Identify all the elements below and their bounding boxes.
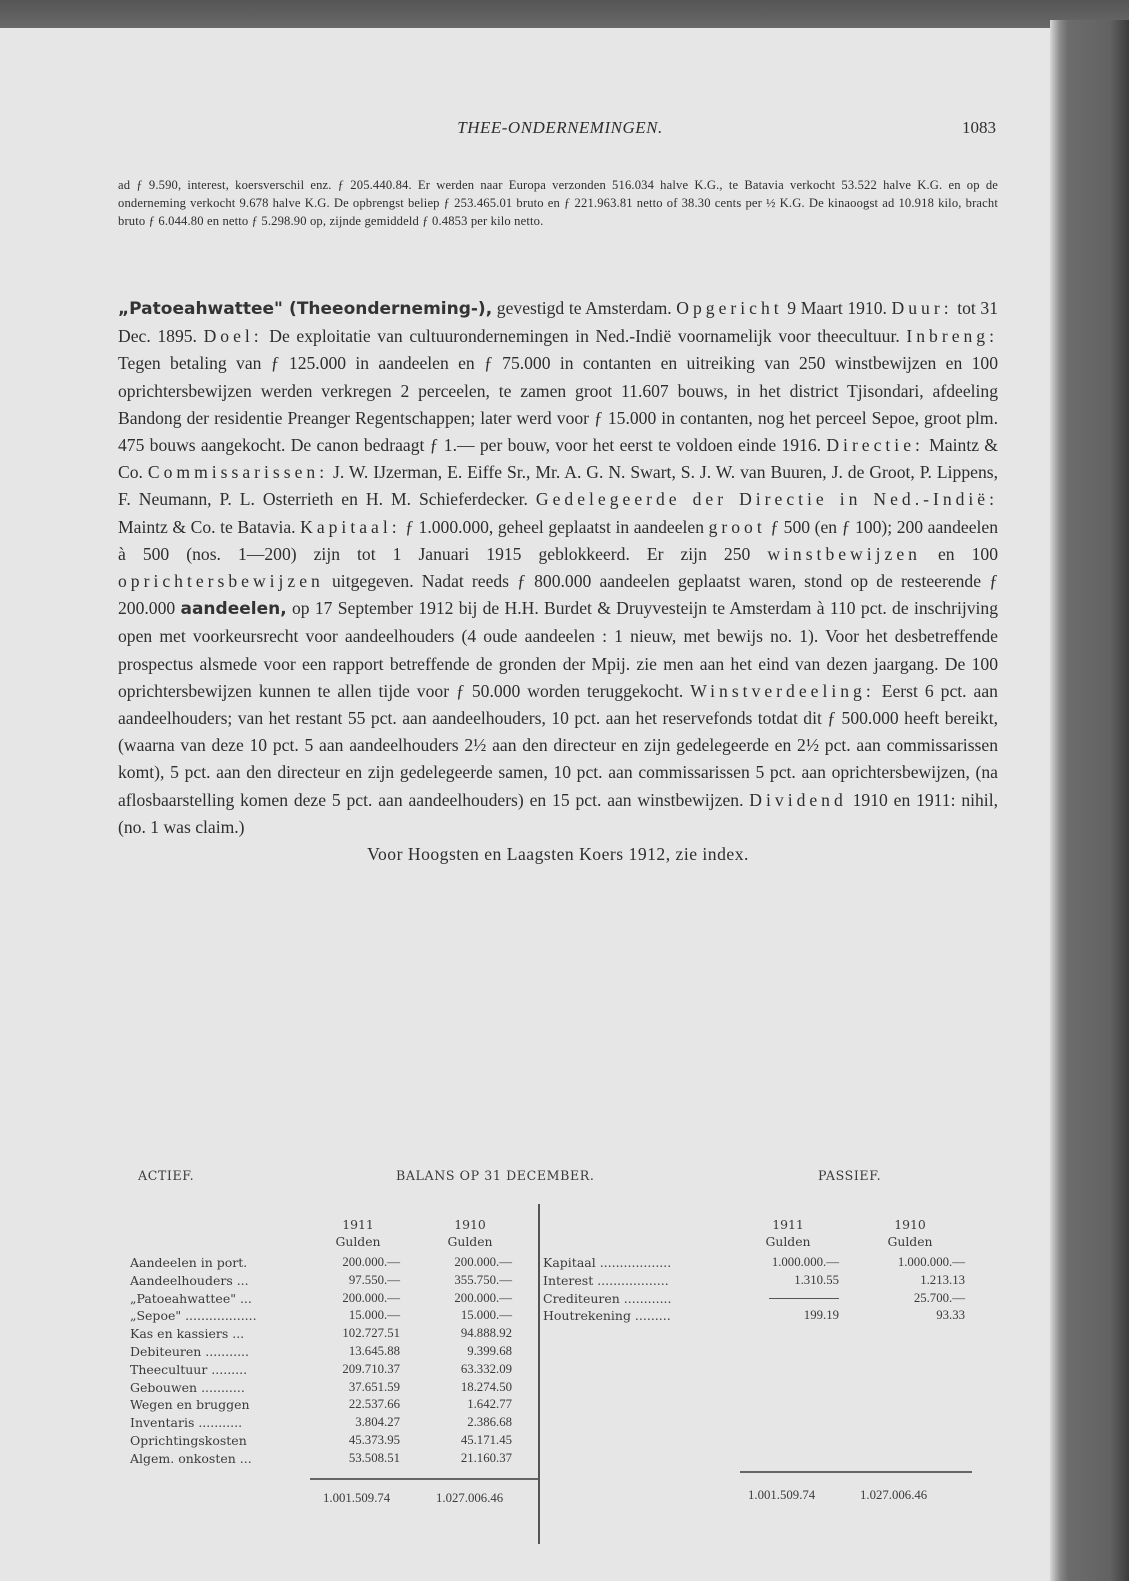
value-1910: 1.000.000.— (897, 1255, 965, 1269)
passief-heading: PASSIEF. (818, 1168, 882, 1183)
value-1911: 13.645.88 (348, 1343, 400, 1358)
page-number: 1083 (962, 118, 996, 137)
row-label: Gebouwen ........... (130, 1379, 245, 1395)
row-label: „Sepoe" .................. (130, 1308, 257, 1324)
row-label: Crediteuren ............ (543, 1290, 672, 1306)
label-opgericht: Opgericht (676, 298, 783, 318)
entry-text: ƒ 1.000.000, geheel geplaatst in aandeelen (400, 516, 709, 537)
passief-col-1911 (748, 1216, 828, 1250)
entry-text: 1910 en 1911: nihil, (no. 1 was claim.) (118, 789, 998, 837)
value-1911: 1.310.55 (794, 1272, 839, 1287)
actief-col-1911 (318, 1216, 398, 1250)
label-winstverdeeling: Winstverdeeling: (690, 680, 875, 701)
col-unit: Gulden (765, 1234, 811, 1249)
entry-text: Maintz & Co. (118, 435, 998, 483)
value-1910: 1.642.77 (467, 1397, 512, 1412)
label-inbreng: Inbreng: (906, 326, 998, 347)
company-name: „Patoeahwattee" (Theeonderneming-), (118, 299, 493, 319)
passief-total-1911: 1.001.509.74 (748, 1488, 816, 1502)
value-1910: 94.888.92 (460, 1326, 512, 1341)
entry-text: ƒ 500 (en ƒ 100); 200 aandeelen à 500 (nos. 1—200) zijn tot 1 Januari 1915 geblokkeerd. Er zijn 250 (118, 516, 998, 564)
table-row (543, 1254, 973, 1272)
value-1911: 209.710.37 (342, 1361, 400, 1376)
value-1910: 1.213.13 (920, 1272, 965, 1287)
table-row (543, 1272, 973, 1290)
label-dividend: Dividend (749, 789, 847, 810)
row-label: Wegen en bruggen (130, 1397, 250, 1413)
table-row (130, 1361, 530, 1379)
column-divider (538, 1204, 540, 1544)
entry-text: op 17 September 1912 bij de H.H. Burdet & Druyvesteijn te Amsterdam à 110 pct. de inschrijving open met voorkeursrecht voor aandeelhouders (4 oude aandeelen : 1 nieuw, met bewijs no. 1). Voor het desbetreffende prospectus alsmede voor een rapport betreffende de gronden der Mpij. zie men aan het eind van dezen jaargang. De 100 oprichtersbewijzen kunnen te allen tijde voor ƒ 50.000 worden teruggekocht. (118, 598, 999, 701)
value-1910: 93.33 (936, 1308, 965, 1323)
col-unit: Gulden (335, 1234, 381, 1249)
col-unit: Gulden (447, 1234, 493, 1249)
value-1911: 1.000.000.— (771, 1255, 839, 1269)
row-label: Interest .................. (543, 1272, 669, 1288)
value-1911: 22.537.66 (348, 1397, 400, 1412)
col-year: 1910 (894, 1217, 926, 1232)
empty-dash (735, 1290, 839, 1308)
entry-text: J. W. IJzerman, E. Eiffe Sr., Mr. A. G. N. Swart, S. J. W. van Buuren, J. de Groot, P. Lippens, F. Neumann, P. L. Osterrieth en H. M. Schieferdecker. (118, 462, 998, 510)
row-label: Houtrekening ......... (543, 1308, 671, 1324)
table-row (130, 1325, 530, 1343)
table-row (130, 1450, 530, 1468)
col-unit: Gulden (887, 1234, 933, 1249)
book-spine-edge (1050, 20, 1129, 1581)
koers-note: Voor Hoogsten en Laagsten Koers 1912, zie index. (367, 844, 749, 865)
entry-text: De exploitatie van cultuurondernemingen in Ned.-Indië voornamelijk voor theecultuur. (262, 326, 907, 347)
entry-text: 9 Maart 1910. (782, 298, 892, 318)
value-1910: 2.386.68 (467, 1415, 512, 1430)
entry-text: en 100 (920, 543, 998, 564)
label-winstbewijzen: winstbewijzen (767, 543, 921, 564)
table-row (130, 1414, 530, 1432)
aandeelen-bold: aandeelen, (180, 599, 287, 620)
balance-sheet (118, 1168, 998, 1568)
carryover-paragraph: ad ƒ 9.590, interest, koersverschil enz. ƒ 205.440.84. Er werden naar Europa verzonden 516.034 halve K.G., te Batavia verkocht 53.522 halve K.G. en op de onderneming verkocht 9.678 halve K.G. De opbrengst beliep ƒ 253.465.01 bruto en ƒ 221.963.81 netto of 38.30 cents per ½ K.G. De kinaoogst ad 10.918 kilo, bracht bruto ƒ 6.044.80 en netto ƒ 5.298.90 op, zijnde gemiddeld ƒ 0.4853 per kilo netto. (118, 178, 998, 229)
entry-text: Eerst 6 pct. aan aandeelhouders; van het restant 55 pct. aan aandeelhouders, 10 pct. aan het reservefonds totdat dit ƒ 500.000 heeft bereikt, (waarna van deze 10 pct. 5 aan aandeelhouders 2½ aan den directeur en zijn gedelegeerde en 2½ pct. aan commissarissen komt), 5 pct. aan den directeur en zijn gedelegeerde samen, 10 pct. aan commissarissen 5 pct. aan oprichtersbewijzen, (na aflosbaarstelling komen deze 5 pct. aan aandeelhouders) en 15 pct. aan winstbewijzen. (118, 680, 998, 810)
label-directie: Directie: (826, 435, 924, 456)
col-year: 1911 (342, 1217, 374, 1232)
value-1911: 200.000.— (342, 1290, 400, 1305)
value-1911: 53.508.51 (348, 1450, 400, 1465)
value-1910: 25.700.— (913, 1290, 965, 1305)
value-1910: 200.000.— (454, 1255, 512, 1269)
row-label: Aandeelen in port. (130, 1255, 248, 1270)
table-row (543, 1307, 973, 1325)
running-title: THEE-ONDERNEMINGEN. (457, 118, 663, 137)
value-1910: 355.750.— (454, 1272, 512, 1287)
passief-col-1910 (870, 1216, 950, 1250)
entry-text: gevestigd te Amsterdam. (492, 298, 677, 318)
row-label: Algem. onkosten ... (130, 1450, 252, 1466)
value-1910: 45.171.45 (460, 1432, 512, 1447)
table-row (543, 1290, 973, 1308)
entry-text: Tegen betaling van ƒ 125.000 in aandeelen en ƒ 75.000 in contanten en uitreiking van 250 winstbewijzen en 100 oprichtersbewijzen werden verkregen 2 perceelen, te zamen groot 11.607 bouws, in het district Tjisondari, afdeeling Bandong der residentie Preanger Regentschappen; later werd voor ƒ 15.000 in contanten, nog het perceel Sepoe, groot plm. 475 bouws aangekocht. De canon bedraagt ƒ 1.— per bouw, voor het eerst te voldoen einde 1916. (118, 353, 998, 456)
actief-heading: ACTIEF. (138, 1168, 195, 1183)
scan-top-shadow (0, 0, 1129, 30)
value-1911: 199.19 (803, 1308, 839, 1323)
actief-rows (130, 1254, 530, 1468)
value-1911: 15.000.— (348, 1308, 400, 1323)
row-label: Oprichtingskosten (130, 1432, 247, 1448)
passief-total-1910: 1.027.006.46 (860, 1488, 928, 1502)
company-entry (118, 295, 998, 868)
col-year: 1911 (772, 1217, 804, 1232)
value-1911: 200.000.— (342, 1255, 400, 1269)
value-1911: 97.550.— (348, 1272, 400, 1287)
value-1911: 37.651.59 (348, 1379, 400, 1394)
table-row (130, 1290, 530, 1308)
actief-col-1910 (430, 1216, 510, 1250)
label-commissarissen: Commissarissen: (147, 462, 329, 483)
value-1910: 63.332.09 (460, 1361, 512, 1376)
value-1911: 102.727.51 (342, 1326, 400, 1341)
passief-total-rule (740, 1471, 972, 1473)
table-row (130, 1343, 530, 1361)
label-gedelegeerde: Gedelegeerde der Directie in Ned.-Indië: (535, 489, 999, 510)
value-1911: 3.804.27 (355, 1415, 400, 1430)
table-row (130, 1379, 530, 1397)
table-row (130, 1254, 530, 1272)
value-1910: 9.399.68 (467, 1343, 512, 1358)
entry-text: uitgegeven. Nadat reeds ƒ 800.000 aandeelen geplaatst waren, stond op de resteerende ƒ 200.000 (118, 571, 998, 619)
table-row (130, 1272, 530, 1290)
passief-rows (543, 1254, 973, 1325)
col-year: 1910 (454, 1217, 486, 1232)
label-groot: groot (708, 516, 766, 537)
entry-text: Maintz & Co. te Batavia. (118, 516, 301, 537)
label-oprichtersbewijzen: oprichtersbewijzen (118, 571, 324, 592)
row-label: Inventaris ........... (130, 1415, 243, 1431)
label-kapitaal: Kapitaal: (300, 516, 401, 537)
row-label: Kas en kassiers ... (130, 1326, 245, 1342)
value-1910: 21.160.37 (460, 1450, 512, 1465)
actief-total-1910: 1.027.006.46 (436, 1491, 504, 1505)
row-label: Debiteuren ........... (130, 1343, 249, 1359)
label-doel: Doel: (203, 326, 263, 347)
actief-total-1911: 1.001.509.74 (323, 1491, 391, 1505)
entry-text: tot 31 Dec. 1895. (118, 298, 998, 347)
row-label: Aandeelhouders ... (130, 1272, 249, 1288)
actief-total-rule (310, 1478, 538, 1480)
value-1910: 15.000.— (460, 1308, 512, 1323)
value-1911: 45.373.95 (348, 1432, 400, 1447)
balance-title: BALANS OP 31 DECEMBER. (396, 1168, 595, 1183)
row-label: Kapitaal .................. (543, 1255, 672, 1270)
value-1910: 200.000.— (454, 1290, 512, 1305)
row-label: Theecultuur ......... (130, 1361, 248, 1377)
table-row (130, 1307, 530, 1325)
value-1910: 18.274.50 (460, 1379, 512, 1394)
running-head (120, 118, 1000, 142)
label-duur: Duur: (891, 298, 953, 318)
row-label: „Patoeahwattee" ... (130, 1290, 252, 1306)
table-row (130, 1432, 530, 1450)
table-row (130, 1396, 530, 1414)
